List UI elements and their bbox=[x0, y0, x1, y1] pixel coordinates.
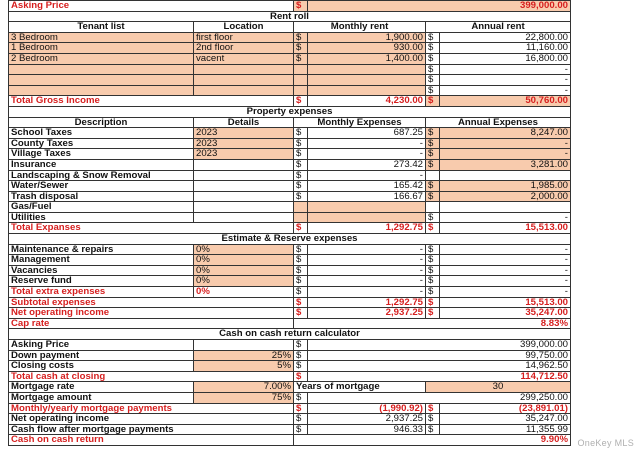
expense-monthly: - bbox=[308, 138, 426, 149]
cap-rate-row bbox=[9, 318, 571, 329]
expense-details: 2023 bbox=[194, 128, 294, 139]
coc-down-row bbox=[9, 350, 571, 361]
dollar-sign: $ bbox=[426, 424, 440, 435]
dollar-sign: $ bbox=[294, 96, 308, 107]
tenant-cell bbox=[9, 75, 194, 86]
location-cell: first floor bbox=[194, 32, 294, 43]
expense-monthly bbox=[308, 202, 426, 213]
dollar-sign: $ bbox=[294, 403, 308, 414]
mortgage-rate-label: Mortgage rate bbox=[9, 382, 194, 393]
location-cell: vacent bbox=[194, 53, 294, 64]
dollar-sign: $ bbox=[294, 32, 308, 43]
dollar-sign: $ bbox=[426, 287, 440, 298]
reserve-row bbox=[9, 255, 571, 266]
monthly-rent-cell bbox=[308, 64, 426, 75]
total-expenses-row bbox=[9, 223, 571, 234]
reserve-percent: 0% bbox=[194, 265, 294, 276]
reserve-monthly: - bbox=[308, 276, 426, 287]
rent-roll-title-row bbox=[9, 11, 571, 22]
dollar-sign: $ bbox=[294, 371, 308, 382]
dollar-sign: $ bbox=[426, 297, 440, 308]
coc-closing-row bbox=[9, 361, 571, 372]
dollar-sign: $ bbox=[426, 64, 440, 75]
coc-return-row bbox=[9, 435, 571, 446]
expense-row bbox=[9, 212, 571, 223]
annual-rent-cell: - bbox=[440, 85, 571, 96]
total-cash-value: 114,712.50 bbox=[308, 371, 571, 382]
coc-return-label: Cash on cash return bbox=[9, 435, 294, 446]
expense-details bbox=[194, 202, 294, 213]
monthly-rent-cell bbox=[308, 75, 426, 86]
closing-costs-label: Closing costs bbox=[9, 361, 194, 372]
dollar-sign: $ bbox=[294, 159, 308, 170]
expense-details bbox=[194, 212, 294, 223]
expense-annual bbox=[440, 202, 571, 213]
dollar-sign: $ bbox=[426, 181, 440, 192]
asking-price-label: Asking Price bbox=[9, 1, 294, 12]
header-description: Description bbox=[9, 117, 194, 128]
mortgage-rate-row bbox=[9, 382, 571, 393]
empty-cell bbox=[294, 202, 308, 213]
expense-description: Utilities bbox=[9, 212, 194, 223]
dollar-sign: $ bbox=[426, 53, 440, 64]
noi-row bbox=[9, 308, 571, 319]
noi-annual: 35,247.00 bbox=[440, 308, 571, 319]
dollar-sign: $ bbox=[294, 276, 308, 287]
dollar-sign: $ bbox=[426, 403, 440, 414]
expense-details bbox=[194, 191, 294, 202]
total-cash-label: Total cash at closing bbox=[9, 371, 294, 382]
payments-annual: (23,891.01) bbox=[440, 403, 571, 414]
closing-costs-percent: 5% bbox=[194, 361, 294, 372]
dollar-sign: $ bbox=[294, 149, 308, 160]
location-cell bbox=[194, 85, 294, 96]
mortgage-amount-row bbox=[9, 392, 571, 403]
cap-rate-label: Cap rate bbox=[9, 318, 294, 329]
dollar-sign: $ bbox=[294, 181, 308, 192]
expense-row bbox=[9, 181, 571, 192]
dollar-sign: $ bbox=[426, 244, 440, 255]
rent-roll-header-row bbox=[9, 22, 571, 33]
expense-description: Insurance bbox=[9, 159, 194, 170]
dollar-sign: $ bbox=[426, 223, 440, 234]
annual-rent-cell: 16,800.00 bbox=[440, 53, 571, 64]
reserve-description: Reserve fund bbox=[9, 276, 194, 287]
dollar-sign: $ bbox=[426, 255, 440, 266]
tenant-cell bbox=[9, 85, 194, 96]
rent-row bbox=[9, 75, 571, 86]
expense-details bbox=[194, 181, 294, 192]
dollar-sign: $ bbox=[294, 265, 308, 276]
dollar-sign: $ bbox=[294, 414, 308, 425]
total-extra-row bbox=[9, 287, 571, 298]
expense-row bbox=[9, 170, 571, 181]
header-monthly-rent: Monthly rent bbox=[294, 22, 426, 33]
reserve-description: Maintenance & repairs bbox=[9, 244, 194, 255]
down-payment-percent: 25% bbox=[194, 350, 294, 361]
tenant-cell: 2 Bedroom bbox=[9, 53, 194, 64]
expense-annual: - bbox=[440, 149, 571, 160]
expense-details: 2023 bbox=[194, 149, 294, 160]
mortgage-amount-value: 299,250.00 bbox=[308, 392, 571, 403]
noi-label: Net operating income bbox=[9, 308, 294, 319]
subtotal-annual: 15,513.00 bbox=[440, 297, 571, 308]
header-monthly-expenses: Monthly Expenses bbox=[294, 117, 426, 128]
expense-description: County Taxes bbox=[9, 138, 194, 149]
empty-cell bbox=[426, 170, 440, 181]
mortgage-amount-label: Mortgage amount bbox=[9, 392, 194, 403]
investment-table bbox=[8, 0, 571, 446]
expense-description: School Taxes bbox=[9, 128, 194, 139]
header-tenant: Tenant list bbox=[9, 22, 194, 33]
coc-title-row bbox=[9, 329, 571, 340]
dollar-sign: $ bbox=[294, 424, 308, 435]
annual-rent-cell: 11,160.00 bbox=[440, 43, 571, 54]
empty-cell bbox=[426, 202, 440, 213]
total-annual-expenses: 15,513.00 bbox=[440, 223, 571, 234]
total-annual-rent: 50,760.00 bbox=[440, 96, 571, 107]
annual-rent-cell: 22,800.00 bbox=[440, 32, 571, 43]
dollar-sign: $ bbox=[426, 308, 440, 319]
dollar-sign: $ bbox=[294, 128, 308, 139]
reserve-monthly: - bbox=[308, 244, 426, 255]
location-cell bbox=[194, 64, 294, 75]
payments-row bbox=[9, 403, 571, 414]
dollar-sign: $ bbox=[294, 1, 308, 12]
expense-row bbox=[9, 202, 571, 213]
empty-cell bbox=[294, 64, 308, 75]
mortgage-amount-percent: 75% bbox=[194, 392, 294, 403]
expense-monthly: 687.25 bbox=[308, 128, 426, 139]
expense-monthly: 273.42 bbox=[308, 159, 426, 170]
dollar-sign: $ bbox=[294, 191, 308, 202]
expense-details bbox=[194, 170, 294, 181]
dollar-sign: $ bbox=[426, 96, 440, 107]
dollar-sign: $ bbox=[426, 149, 440, 160]
total-extra-percent: 0% bbox=[194, 287, 294, 298]
dollar-sign: $ bbox=[294, 350, 308, 361]
expense-monthly: 165.42 bbox=[308, 181, 426, 192]
expense-annual bbox=[440, 170, 571, 181]
location-cell: 2nd floor bbox=[194, 43, 294, 54]
watermark: OneKey MLS bbox=[577, 438, 634, 448]
dollar-sign: $ bbox=[294, 255, 308, 266]
expense-monthly: - bbox=[308, 149, 426, 160]
expense-annual: 1,985.00 bbox=[440, 181, 571, 192]
expense-monthly: 166.67 bbox=[308, 191, 426, 202]
rent-row bbox=[9, 85, 571, 96]
asking-price-value: 399,000.00 bbox=[308, 1, 571, 12]
subtotal-row bbox=[9, 297, 571, 308]
dollar-sign: $ bbox=[294, 392, 308, 403]
expense-row bbox=[9, 138, 571, 149]
reserve-row bbox=[9, 244, 571, 255]
coc-noi-row bbox=[9, 414, 571, 425]
dollar-sign: $ bbox=[294, 53, 308, 64]
dollar-sign: $ bbox=[426, 191, 440, 202]
expense-monthly: - bbox=[308, 170, 426, 181]
tenant-cell: 1 Bedroom bbox=[9, 43, 194, 54]
expense-details: 2023 bbox=[194, 138, 294, 149]
dollar-sign: $ bbox=[294, 244, 308, 255]
coc-title: Cash on cash return calculator bbox=[9, 329, 571, 340]
payments-monthly: (1,990.92) bbox=[308, 403, 426, 414]
annual-rent-cell: - bbox=[440, 75, 571, 86]
rent-row bbox=[9, 32, 571, 43]
coc-noi-annual: 35,247.00 bbox=[440, 414, 571, 425]
expense-description: Landscaping & Snow Removal bbox=[9, 170, 194, 181]
total-gross-income-label: Total Gross Income bbox=[9, 96, 294, 107]
dollar-sign: $ bbox=[426, 414, 440, 425]
expense-annual: 8,247.00 bbox=[440, 128, 571, 139]
coc-noi-label: Net operating income bbox=[9, 414, 294, 425]
dollar-sign: $ bbox=[426, 265, 440, 276]
expense-row bbox=[9, 159, 571, 170]
empty-cell bbox=[294, 85, 308, 96]
total-monthly-expenses: 1,292.75 bbox=[308, 223, 426, 234]
mortgage-rate-percent: 7.00% bbox=[194, 382, 294, 393]
subtotal-label: Subtotal expenses bbox=[9, 297, 294, 308]
dollar-sign: $ bbox=[294, 308, 308, 319]
down-payment-label: Down payment bbox=[9, 350, 194, 361]
property-expenses-header-row bbox=[9, 117, 571, 128]
dollar-sign: $ bbox=[426, 43, 440, 54]
reserve-percent: 0% bbox=[194, 276, 294, 287]
total-cash-row bbox=[9, 371, 571, 382]
property-expenses-title-row bbox=[9, 106, 571, 117]
expense-details bbox=[194, 159, 294, 170]
monthly-rent-cell: 1,900.00 bbox=[308, 32, 426, 43]
reserve-monthly: - bbox=[308, 265, 426, 276]
rent-roll-title: Rent roll bbox=[9, 11, 571, 22]
total-gross-income-row bbox=[9, 96, 571, 107]
payments-label: Monthly/yearly mortgage payments bbox=[9, 403, 294, 414]
dollar-sign: $ bbox=[294, 340, 308, 351]
dollar-sign: $ bbox=[294, 138, 308, 149]
reserve-description: Management bbox=[9, 255, 194, 266]
reserve-annual: - bbox=[440, 244, 571, 255]
header-annual-expenses: Annual Expenses bbox=[426, 117, 571, 128]
monthly-rent-cell: 930.00 bbox=[308, 43, 426, 54]
expense-description: Village Taxes bbox=[9, 149, 194, 160]
asking-price-row bbox=[9, 1, 571, 12]
empty-cell bbox=[194, 340, 294, 351]
header-location: Location bbox=[194, 22, 294, 33]
property-expenses-title: Property expenses bbox=[9, 106, 571, 117]
reserve-percent: 0% bbox=[194, 244, 294, 255]
expense-description: Gas/Fuel bbox=[9, 202, 194, 213]
cap-rate-value: 8.83% bbox=[294, 318, 571, 329]
expense-row bbox=[9, 149, 571, 160]
rent-row bbox=[9, 64, 571, 75]
cashflow-label: Cash flow after mortgage payments bbox=[9, 424, 294, 435]
years-value: 30 bbox=[426, 382, 571, 393]
dollar-sign: $ bbox=[294, 297, 308, 308]
total-expenses-label: Total Expanses bbox=[9, 223, 294, 234]
dollar-sign: $ bbox=[294, 43, 308, 54]
cashflow-annual: 11,355.99 bbox=[440, 424, 571, 435]
reserve-row bbox=[9, 265, 571, 276]
location-cell bbox=[194, 75, 294, 86]
cashflow-monthly: 946.33 bbox=[308, 424, 426, 435]
dollar-sign: $ bbox=[426, 159, 440, 170]
reserve-title-row bbox=[9, 234, 571, 245]
reserve-monthly: - bbox=[308, 255, 426, 266]
reserve-description: Vacancies bbox=[9, 265, 194, 276]
coc-asking-value: 399,000.00 bbox=[308, 340, 571, 351]
expense-monthly bbox=[308, 212, 426, 223]
dollar-sign: $ bbox=[294, 170, 308, 181]
empty-cell bbox=[294, 75, 308, 86]
reserve-row bbox=[9, 276, 571, 287]
expense-row bbox=[9, 191, 571, 202]
expense-description: Trash disposal bbox=[9, 191, 194, 202]
coc-return-value: 9.90% bbox=[294, 435, 571, 446]
cashflow-row bbox=[9, 424, 571, 435]
total-extra-label: Total extra expenses bbox=[9, 287, 194, 298]
dollar-sign: $ bbox=[294, 287, 308, 298]
dollar-sign: $ bbox=[426, 128, 440, 139]
monthly-rent-cell bbox=[308, 85, 426, 96]
dollar-sign: $ bbox=[426, 212, 440, 223]
dollar-sign: $ bbox=[294, 223, 308, 234]
subtotal-monthly: 1,292.75 bbox=[308, 297, 426, 308]
tenant-cell: 3 Bedroom bbox=[9, 32, 194, 43]
dollar-sign: $ bbox=[426, 85, 440, 96]
tenant-cell bbox=[9, 64, 194, 75]
dollar-sign: $ bbox=[426, 276, 440, 287]
reserve-annual: - bbox=[440, 276, 571, 287]
total-extra-monthly: - bbox=[308, 287, 426, 298]
total-extra-annual: - bbox=[440, 287, 571, 298]
header-annual-rent: Annual rent bbox=[426, 22, 571, 33]
expense-annual: - bbox=[440, 212, 571, 223]
rent-row bbox=[9, 53, 571, 64]
expense-annual: - bbox=[440, 138, 571, 149]
closing-costs-value: 14,962.50 bbox=[308, 361, 571, 372]
noi-monthly: 2,937.25 bbox=[308, 308, 426, 319]
reserve-annual: - bbox=[440, 265, 571, 276]
coc-asking-row bbox=[9, 340, 571, 351]
reserve-annual: - bbox=[440, 255, 571, 266]
reserve-title: Estimate & Reserve expenses bbox=[9, 234, 571, 245]
reserve-percent: 0% bbox=[194, 255, 294, 266]
empty-cell bbox=[294, 212, 308, 223]
down-payment-value: 99,750.00 bbox=[308, 350, 571, 361]
coc-asking-label: Asking Price bbox=[9, 340, 194, 351]
annual-rent-cell: - bbox=[440, 64, 571, 75]
expense-row bbox=[9, 128, 571, 139]
total-monthly-rent: 4,230.00 bbox=[308, 96, 426, 107]
dollar-sign: $ bbox=[294, 361, 308, 372]
header-details: Details bbox=[194, 117, 294, 128]
monthly-rent-cell: 1,400.00 bbox=[308, 53, 426, 64]
expense-annual: 2,000.00 bbox=[440, 191, 571, 202]
expense-annual: 3,281.00 bbox=[440, 159, 571, 170]
expense-description: Water/Sewer bbox=[9, 181, 194, 192]
coc-noi-monthly: 2,937.25 bbox=[308, 414, 426, 425]
rent-row bbox=[9, 43, 571, 54]
dollar-sign: $ bbox=[426, 138, 440, 149]
dollar-sign: $ bbox=[426, 32, 440, 43]
dollar-sign: $ bbox=[426, 75, 440, 86]
years-label: Years of mortgage bbox=[294, 382, 426, 393]
